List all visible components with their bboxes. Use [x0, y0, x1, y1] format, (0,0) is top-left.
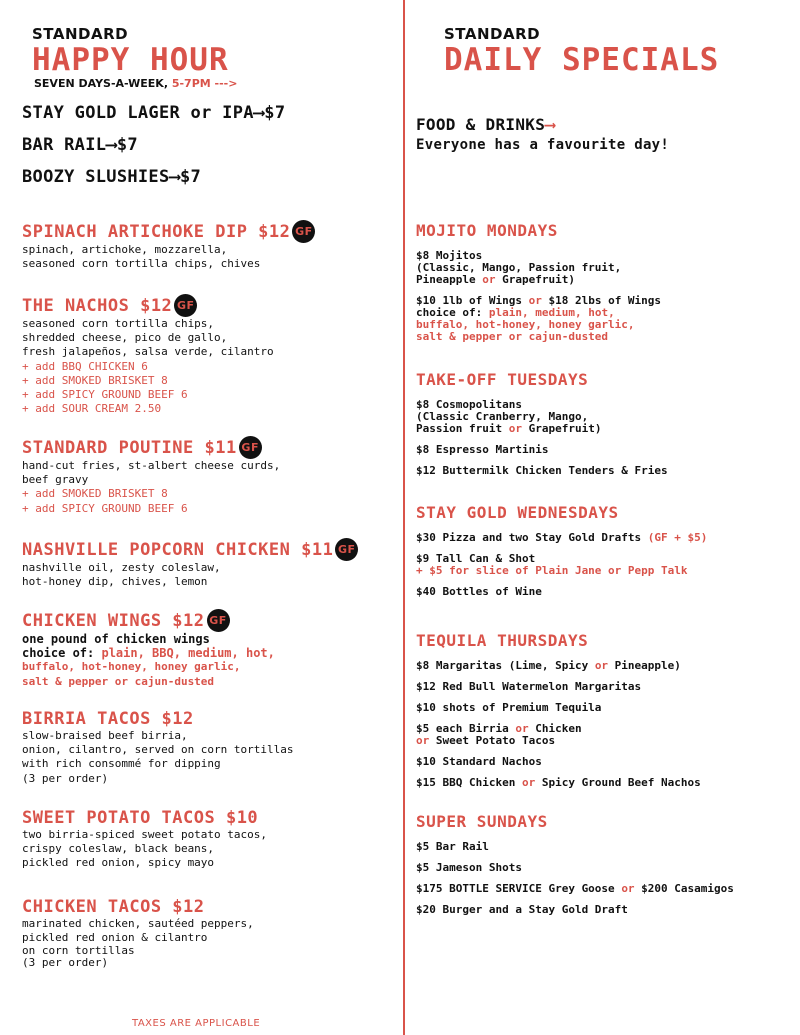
special-entry [416, 702, 791, 714]
special-entry-text: salt & pepper or cajun-dusted [416, 330, 609, 343]
special-entry-text: Pineapple [416, 273, 483, 286]
special-entry [416, 777, 791, 789]
item-desc-line: crispy coleslaw, black beans, [22, 842, 215, 856]
special-day-section [416, 812, 791, 916]
special-entry-text: $8 Mojitos [416, 249, 483, 262]
item-add-on: + add SOUR CREAM 2.50 [22, 402, 162, 416]
special-entry-text: Passion fruit [416, 422, 509, 435]
item-desc-line: beef gravy [22, 473, 89, 487]
item-title: NASHVILLE POPCORN CHICKEN $11 GF [22, 538, 394, 561]
item-title: BIRRIA TACOS $12 [22, 709, 194, 729]
special-entry [416, 586, 791, 598]
item-title: CHICKEN WINGS $12 GF [22, 609, 394, 632]
item-desc-line: pickled red onion, spicy mayo [22, 856, 215, 870]
menu-item-poutine [22, 436, 394, 516]
special-entry-text: + $5 for slice of Plain Jane or Pepp Talk [416, 564, 688, 577]
special-day-title: MOJITO MONDAYS [416, 221, 558, 240]
special-entry-text: $175 BOTTLE SERVICE Grey Goose [416, 882, 622, 895]
special-day-title: TAKE-OFF TUESDAYS [416, 370, 589, 389]
special-entry-text: or [482, 273, 496, 286]
special-entry-text: $5 Bar Rail [416, 840, 489, 853]
item-add-on: + add SMOKED BRISKET 8 [22, 487, 168, 501]
special-entry-text: or [515, 722, 529, 735]
special-entry-text: buffalo, hot-honey, honey garlic, [416, 318, 635, 331]
special-entry-text: choice of: [416, 306, 489, 319]
special-entry-text: (GF + $5) [647, 531, 708, 544]
special-day-section [416, 503, 791, 598]
special-entry-text: $10 1lb of Wings [416, 294, 529, 307]
special-entry [416, 756, 791, 768]
special-entry-text: plain, medium, hot, [488, 306, 615, 319]
menu-item-nachos [22, 294, 394, 416]
schedule-days: SEVEN DAYS-A-WEEK, [34, 77, 172, 90]
item-title: SWEET POTATO TACOS $10 [22, 808, 259, 828]
menu-item-chicken-tacos [22, 897, 394, 969]
item-add-on: + add BBQ CHICKEN 6 [22, 359, 148, 373]
specials-kicker: STANDARD [444, 25, 541, 43]
gf-badge-icon: GF [335, 538, 358, 561]
menu-item-chicken-wings [22, 609, 394, 689]
item-desc-line: on corn tortillas [22, 944, 135, 958]
special-entry [416, 862, 791, 874]
gf-badge-icon: GF [174, 294, 197, 317]
item-desc-line: spinach, artichoke, mozzarella, [22, 243, 228, 256]
special-entry [416, 465, 791, 477]
menu-item-sweet-potato-tacos [22, 808, 394, 871]
special-entry-text: Grapefruit) [495, 273, 575, 286]
special-day-title: TEQUILA THURSDAYS [416, 631, 589, 650]
special-entry [416, 735, 791, 747]
gf-badge-icon: GF [239, 436, 262, 459]
item-desc-line: marinated chicken, sautéed peppers, [22, 917, 254, 930]
special-entry [416, 841, 791, 853]
special-entry-text: or [521, 776, 536, 789]
special-entry-text: $200 Casamigos [634, 882, 734, 895]
schedule-time: 5-7PM ---> [171, 77, 238, 90]
special-entry [416, 444, 791, 456]
menu-item-birria-tacos [22, 709, 394, 786]
special-entry-text: $8 Margaritas (Lime, Spicy [416, 659, 595, 672]
special-day-section [416, 370, 791, 477]
special-entry [416, 423, 791, 435]
special-entry-text: $8 Cosmopolitans [416, 398, 522, 411]
special-entry-text: Pineapple) [608, 659, 681, 672]
special-day-title: SUPER SUNDAYS [416, 812, 548, 831]
special-entry-text: $9 Tall Can & Shot [416, 552, 536, 565]
intro-title: FOOD & DRINKS⟶ [416, 115, 556, 134]
item-title: CHICKEN TACOS $12 [22, 897, 205, 917]
special-entry-text: or [508, 422, 522, 435]
special-entry-text: (Classic Cranberry, Mango, [416, 410, 589, 423]
item-desc-line: (3 per order) [22, 771, 109, 785]
special-entry-text: $10 shots of Premium Tequila [416, 701, 602, 714]
arrow-right-icon: ⟶ [545, 115, 556, 134]
item-choice-line: choice of: plain, BBQ, medium, hot, [22, 646, 275, 661]
item-add-on: + add SPICY GROUND BEEF 6 [22, 388, 188, 402]
item-desc-line: shredded cheese, pico de gallo, [22, 331, 228, 345]
special-entry-text: $20 Burger and a Stay Gold Draft [416, 903, 628, 916]
special-entry-text: Grapefruit) [521, 422, 602, 435]
item-desc-line: pickled red onion & cilantro [22, 931, 208, 945]
special-entry-text: $8 Espresso Martinis [416, 443, 549, 456]
special-entry [416, 681, 791, 693]
special-entry-text: or [621, 882, 635, 895]
special-entry-text: Sweet Potato Tacos [429, 734, 556, 747]
item-desc-line: nashville oil, zesty coleslaw, [22, 561, 221, 574]
item-choice-line: buffalo, hot-honey, honey garlic, [22, 660, 241, 674]
item-title: STANDARD POUTINE $11 GF [22, 436, 394, 459]
item-desc-line: (3 per order) [22, 956, 109, 970]
special-entry-text: or [416, 734, 430, 747]
special-entry-text: Chicken [528, 722, 582, 735]
special-entry-text: $18 2lbs of Wings [541, 294, 662, 307]
item-desc-line: fresh jalapeños, salsa verde, cilantro [22, 345, 274, 359]
menu-item-spinach-dip [22, 220, 394, 271]
special-entry [416, 532, 791, 544]
special-entry [416, 660, 791, 672]
item-desc-line: one pound of chicken wings [22, 632, 210, 646]
special-day-section [416, 221, 791, 343]
item-desc-line: with rich consommé for dipping [22, 757, 221, 771]
happy-hour-schedule [34, 77, 237, 90]
special-entry-text: or [594, 659, 609, 672]
special-day-section [416, 631, 791, 789]
special-entry-text: $5 Jameson Shots [416, 861, 522, 874]
special-entry-text: $12 Buttermilk Chicken Tenders & Fries [416, 464, 668, 477]
gf-badge-icon: GF [292, 220, 315, 243]
item-choice-line: salt & pepper or cajun-dusted [22, 674, 215, 688]
item-add-on: + add SMOKED BRISKET 8 [22, 373, 168, 387]
special-entry-text: $10 Standard Nachos [416, 755, 542, 768]
taxes-note: TAXES ARE APPLICABLE [132, 1018, 261, 1029]
column-divider [403, 0, 405, 1035]
special-entry [416, 883, 791, 895]
item-desc-line: onion, cilantro, served on corn tortillas [22, 743, 294, 757]
item-desc-line: hot-honey dip, chives, lemon [22, 575, 208, 589]
special-entry [416, 274, 791, 286]
item-desc-line: hand-cut fries, st-albert cheese curds, [22, 459, 281, 472]
item-desc-line: seasoned corn tortilla chips, [22, 317, 215, 330]
intro-subtitle: Everyone has a favourite day! [416, 137, 670, 153]
happy-hour-kicker: STANDARD [32, 25, 129, 43]
special-day-title: STAY GOLD WEDNESDAYS [416, 503, 619, 522]
special-entry-text: $5 each Birria [416, 722, 516, 735]
special-entry-text: $40 Bottles of Wine [416, 585, 542, 598]
special-entry-text: (Classic, Mango, Passion fruit, [416, 261, 622, 274]
special-entry [416, 565, 791, 577]
promo-slushies: BOOZY SLUSHIES⟶$7 [22, 167, 202, 187]
promo-bar-rail: BAR RAIL⟶$7 [22, 135, 138, 155]
item-desc-line: seasoned corn tortilla chips, chives [22, 257, 261, 271]
special-entry-text: $30 Pizza and two Stay Gold Drafts [416, 531, 648, 544]
menu-item-popcorn-chicken [22, 538, 394, 589]
item-desc-line: slow-braised beef birria, [22, 729, 188, 742]
promo-lager: STAY GOLD LAGER or IPA⟶$7 [22, 103, 286, 123]
item-desc-line: two birria-spiced sweet potato tacos, [22, 828, 268, 841]
happy-hour-title: HAPPY HOUR [32, 42, 229, 78]
special-entry-text: Spicy Ground Beef Nachos [535, 776, 701, 789]
specials-title: DAILY SPECIALS [444, 42, 720, 78]
item-add-on: + add SPICY GROUND BEEF 6 [22, 501, 188, 515]
special-entry-text: $15 BBQ Chicken [416, 776, 522, 789]
special-entry-text: $12 Red Bull Watermelon Margaritas [416, 680, 642, 693]
item-title: SPINACH ARTICHOKE DIP $12 GF [22, 220, 394, 243]
gf-badge-icon: GF [207, 609, 230, 632]
special-entry-text: or [528, 294, 542, 307]
item-title: THE NACHOS $12 GF [22, 294, 394, 317]
special-entry [416, 331, 791, 343]
special-entry [416, 904, 791, 916]
